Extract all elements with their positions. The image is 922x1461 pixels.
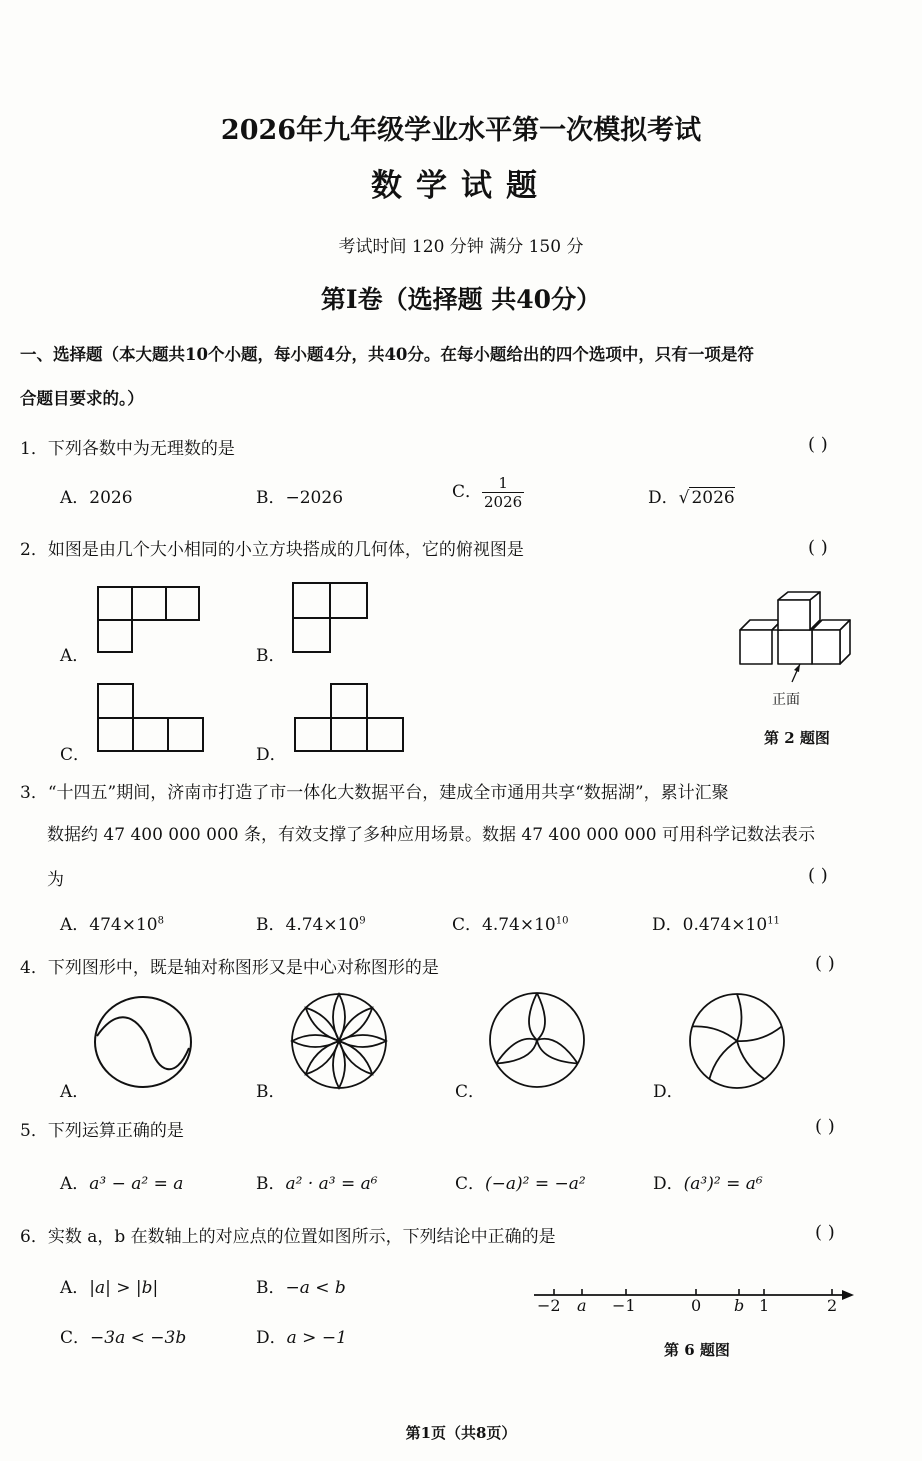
q6-option-d [256, 1323, 347, 1348]
option-value: (−a)² = −a² [485, 1174, 586, 1194]
q5-answer-paren: ( ) [815, 1116, 835, 1137]
q5-option-b [256, 1169, 378, 1194]
q3-stem-line3: 为 [47, 870, 64, 890]
fraction-numerator: 1 [482, 474, 524, 493]
option-value: 4.74×10 [285, 915, 360, 935]
q1-option-d [648, 483, 735, 508]
q4-label-b: B． [256, 1082, 286, 1102]
q2-label-b: B． [256, 646, 286, 666]
q1-answer-paren: ( ) [808, 434, 828, 455]
q4-option-a-yin-yang-figure [93, 996, 195, 1090]
q2-option-d-figure [294, 683, 404, 753]
option-label: D． [256, 1328, 287, 1348]
option-label: A． [60, 915, 90, 935]
front-view-label: 正面 [772, 692, 800, 708]
q2-option-b-figure [292, 582, 370, 654]
q6-stem: 6．实数 a，b 在数轴上的对应点的位置如图所示，下列结论中正确的是 [20, 1227, 556, 1247]
q4-label-c: C． [455, 1082, 486, 1102]
q2-option-c-figure [97, 683, 205, 753]
q3-option-d [652, 910, 780, 935]
option-value: −3a < −3b [90, 1328, 187, 1348]
option-value: 2026 [89, 488, 133, 508]
option-label: D． [652, 915, 683, 935]
part-title: 第I卷（选择题 共40分） [320, 285, 602, 314]
q4-label-d: D． [653, 1082, 684, 1102]
sqrt-sign: √ [678, 488, 690, 508]
exponent: 9 [359, 915, 366, 927]
q2-label-c: C． [60, 745, 91, 765]
q6-figure-caption: 第 6 题图 [664, 1341, 730, 1359]
option-label: D． [653, 1174, 684, 1194]
tick-label-2: 2 [827, 1296, 838, 1315]
q5-option-c [455, 1169, 586, 1194]
q1-stem: 1．下列各数中为无理数的是 [20, 439, 235, 459]
q6-option-c [60, 1323, 186, 1348]
option-label: C． [452, 915, 483, 935]
fraction-denominator: 2026 [484, 493, 523, 511]
option-value: 474×10 [89, 915, 158, 935]
q4-label-a: A． [60, 1082, 90, 1102]
option-value: (a³)² = a⁶ [683, 1174, 763, 1194]
q4-stem: 4．下列图形中，既是轴对称图形又是中心对称图形的是 [20, 958, 439, 978]
q2-label-a: A． [60, 646, 90, 666]
subject-title: 数学试题 [371, 168, 551, 204]
option-label: B． [256, 1174, 286, 1194]
option-value: 0.474×10 [682, 915, 768, 935]
arrow-right-icon [842, 1290, 854, 1300]
option-label: A． [60, 1278, 90, 1298]
q2-stem: 2．如图是由几个大小相同的小立方块搭成的几何体，它的俯视图是 [20, 540, 524, 560]
option-value: −a < b [285, 1278, 346, 1298]
option-label: D． [648, 488, 679, 508]
q2-figure-caption: 第 2 题图 [764, 729, 830, 747]
q3-option-b [256, 910, 366, 935]
q4-option-c-trefoil-figure [488, 992, 586, 1088]
q1-option-b [256, 483, 343, 508]
q3-answer-paren: ( ) [808, 865, 828, 886]
q2-label-d: D． [256, 745, 287, 765]
exam-title: 2026年九年级学业水平第一次模拟考试 [220, 115, 702, 146]
option-value: a² · a³ = a⁶ [285, 1174, 378, 1194]
page-footer: 第1页（共8页） [405, 1424, 517, 1442]
tick-label-1: 1 [759, 1296, 770, 1315]
option-label: A． [60, 1174, 90, 1194]
q6-answer-paren: ( ) [815, 1222, 835, 1243]
q1-option-a [60, 483, 133, 508]
option-label: B． [256, 1278, 286, 1298]
radicand: 2026 [691, 488, 735, 508]
q4-answer-paren: ( ) [815, 953, 835, 974]
tick-label-neg1: −1 [612, 1296, 636, 1315]
section-instructions-line2: 合题目要求的。） [20, 389, 144, 408]
option-label: C． [452, 482, 483, 502]
option-value: 4.74×10 [482, 915, 556, 935]
option-label: A． [60, 488, 90, 508]
exponent: 11 [767, 915, 780, 927]
fraction [482, 474, 524, 511]
option-value: |a| > |b| [89, 1278, 159, 1298]
exponent: 10 [555, 915, 569, 927]
q3-stem-line2: 数据约 47 400 000 000 条，有效支撑了多种应用场景。数据 47 400 000 000 可用科学记数法表示 [47, 825, 815, 845]
q5-stem: 5．下列运算正确的是 [20, 1121, 184, 1141]
exponent: 8 [157, 915, 164, 927]
option-label: B． [256, 488, 286, 508]
q4-option-d-pinwheel-figure [688, 992, 786, 1090]
exam-info: 考试时间 120 分钟 满分 150 分 [338, 237, 584, 257]
q3-option-a [60, 910, 164, 935]
q6-option-a [60, 1273, 158, 1298]
option-value: a > −1 [286, 1328, 347, 1348]
option-label: B． [256, 915, 286, 935]
option-label: C． [60, 1328, 91, 1348]
section-instructions-line1: 一、选择题（本大题共10个小题，每小题4分，共40分。在每小题给出的四个选项中，只有一项是符 [20, 345, 754, 364]
tick-label-neg2: −2 [537, 1296, 561, 1315]
tick-label-0: 0 [691, 1296, 702, 1315]
tick-label-a: a [577, 1296, 587, 1315]
tick-label-b: b [734, 1296, 745, 1315]
q3-stem-line1: 3．“十四五”期间，济南市打造了市一体化大数据平台，建成全市通用共享“数据湖”，累计汇聚 [20, 783, 729, 803]
q3-option-c [452, 910, 568, 935]
q4-option-b-flower-figure [290, 992, 388, 1090]
q1-option-c [452, 474, 524, 511]
q5-option-a [60, 1169, 183, 1194]
option-value: a³ − a² = a [89, 1174, 184, 1194]
option-value: −2026 [285, 488, 344, 508]
option-label: C． [455, 1174, 486, 1194]
q2-answer-paren: ( ) [808, 537, 828, 558]
q5-option-d [653, 1169, 763, 1194]
q2-option-a-figure [97, 586, 201, 654]
q6-option-b [256, 1273, 346, 1298]
